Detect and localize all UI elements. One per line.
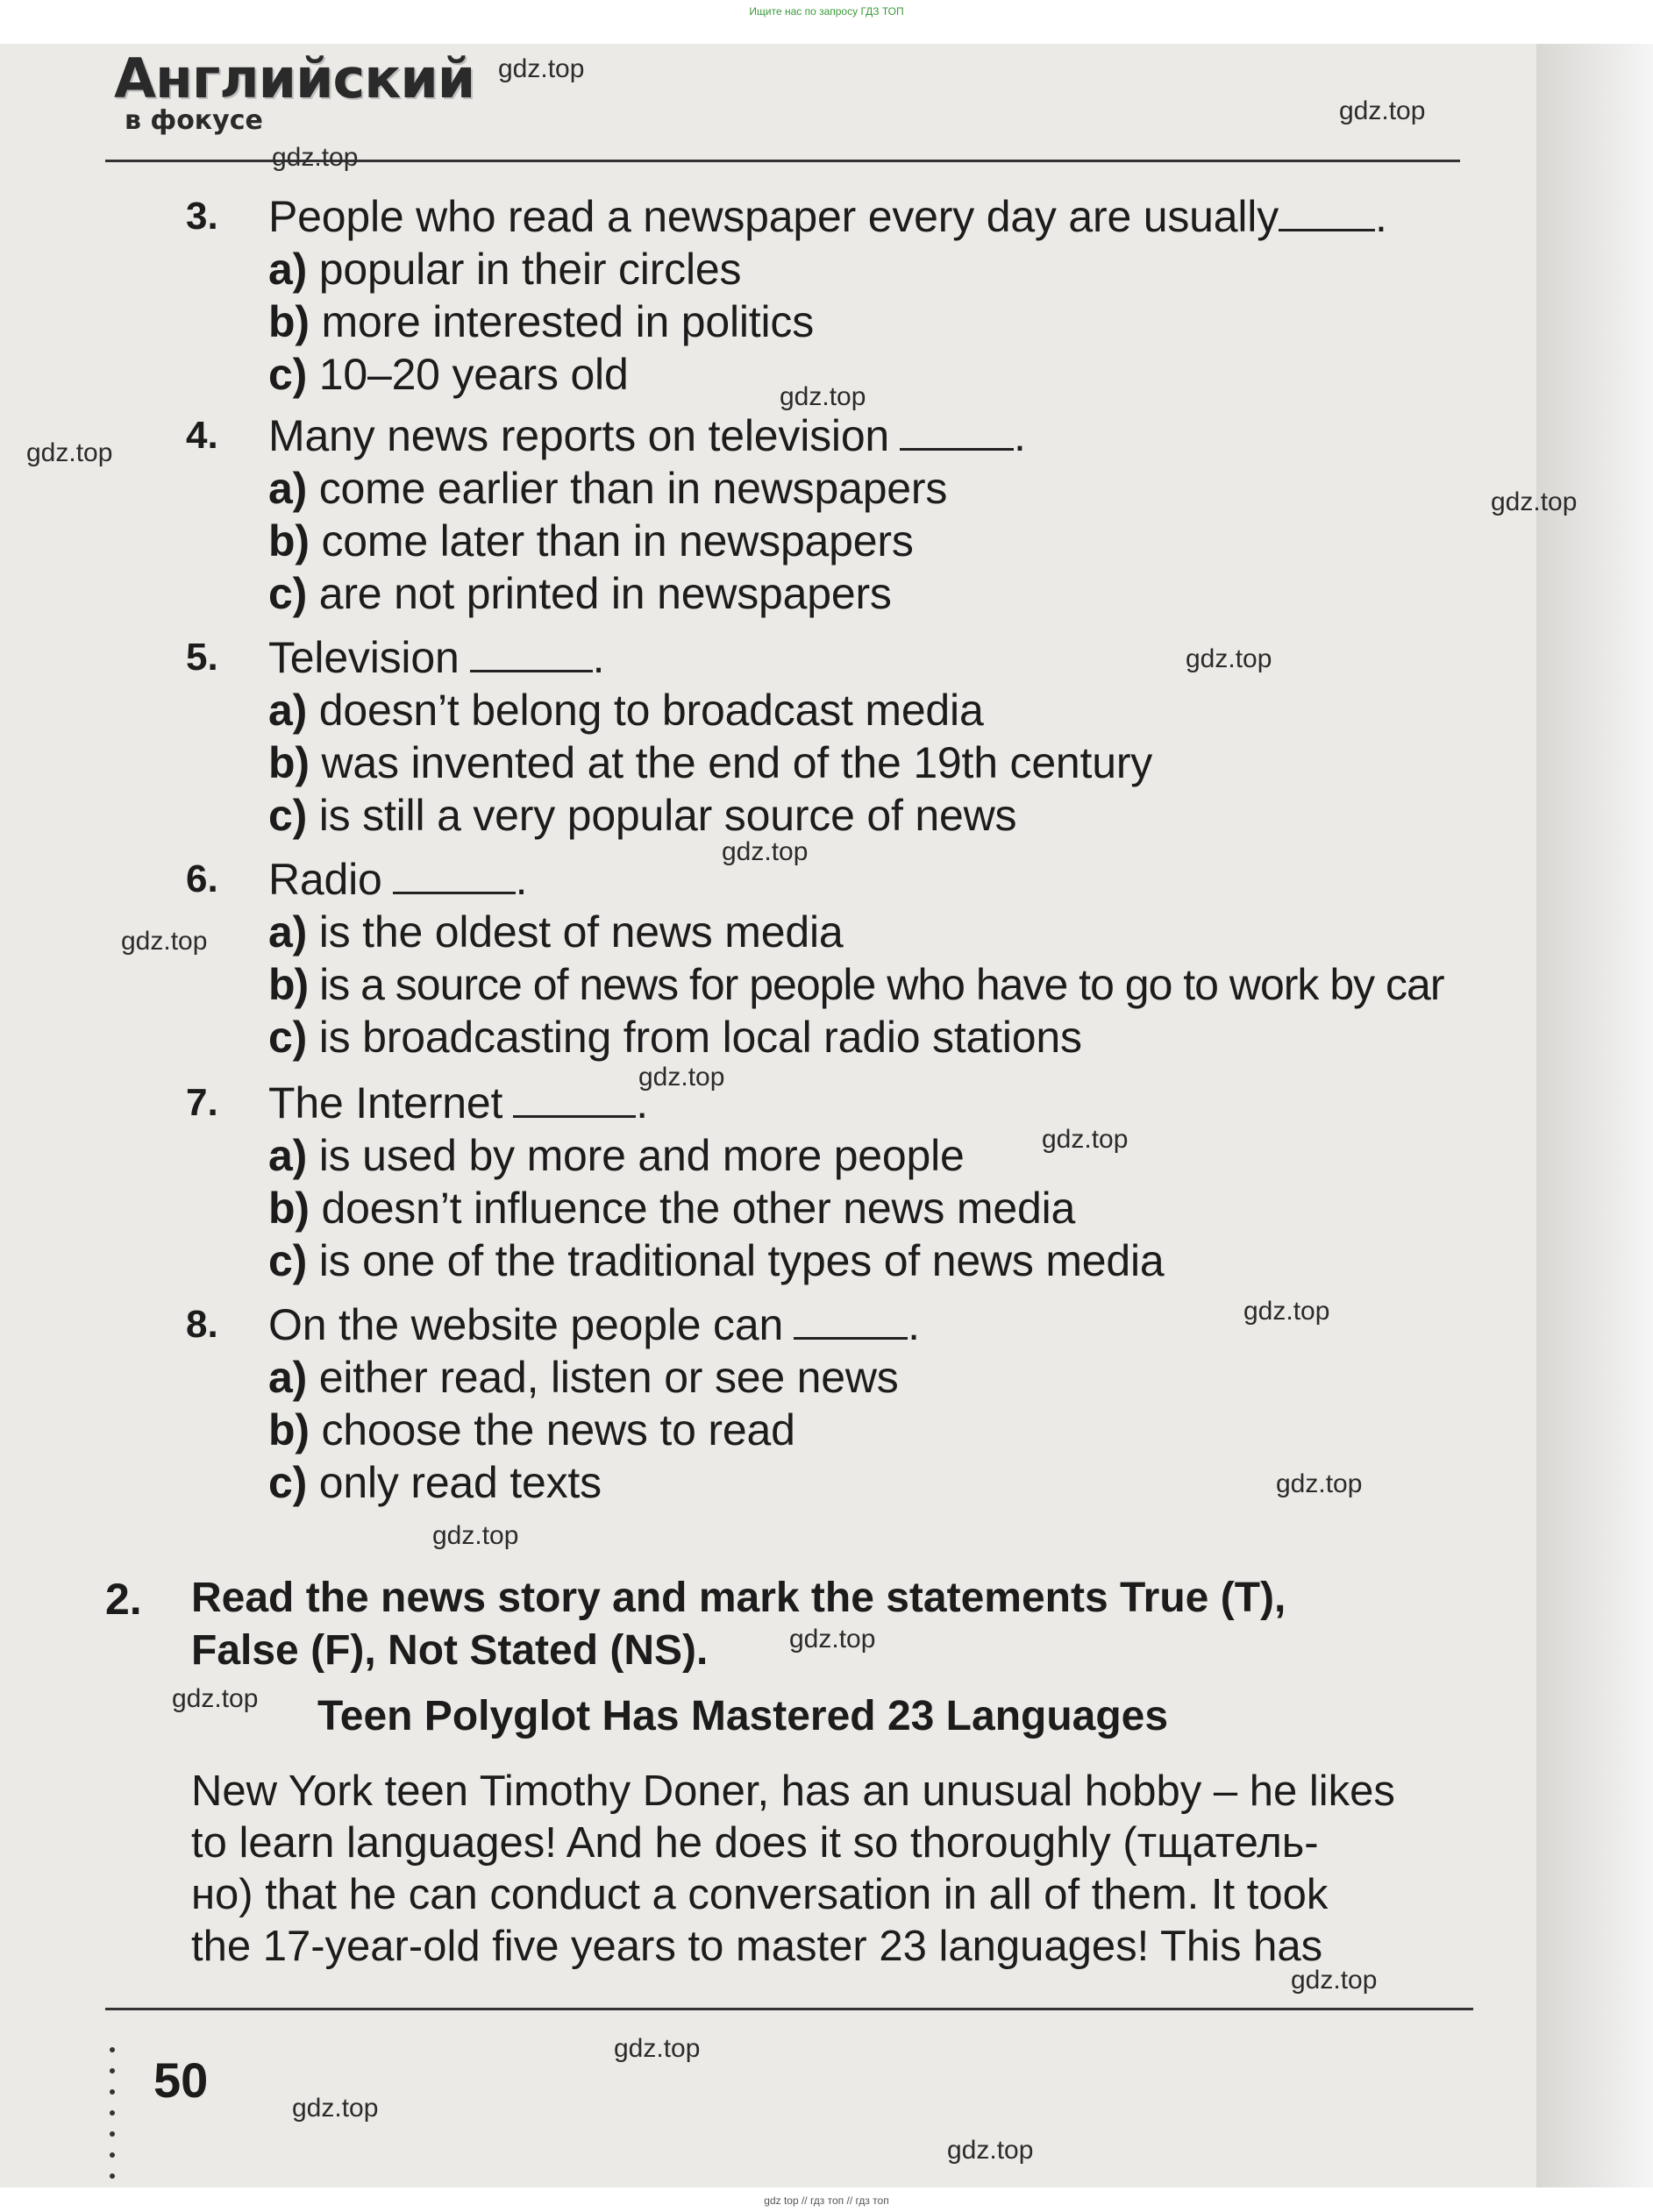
header-caption: Ищите нас по запросу ГДЗ ТОП — [749, 5, 904, 18]
watermark: gdz.top — [789, 1625, 876, 1654]
question-number: 4. — [186, 414, 218, 457]
task-number: 2. — [105, 1575, 142, 1624]
question-stem: The Internet . — [268, 1078, 648, 1127]
option-c: c) is one of the traditional types of news media — [268, 1236, 1165, 1285]
question-stem: On the website people can . — [268, 1300, 920, 1349]
question-number: 8. — [186, 1303, 218, 1346]
option-c: c) only read texts — [268, 1458, 602, 1507]
story-line: the 17-year-old five years to master 23 languages! This has — [191, 1923, 1323, 1970]
question-stem: Television . — [268, 633, 605, 682]
watermark: gdz.top — [432, 1521, 519, 1550]
option-b: b) choose the news to read — [268, 1405, 795, 1455]
watermark: gdz.top — [1339, 96, 1426, 125]
question-stem: Many news reports on television . — [268, 411, 1026, 460]
book-logo — [114, 46, 475, 136]
task-instruction-line2: False (F), Not Stated (NS). — [191, 1627, 709, 1674]
option-c: c) is broadcasting from local radio stations — [268, 1013, 1082, 1062]
logo-title: Английский — [114, 46, 475, 110]
question-number: 5. — [186, 636, 218, 679]
question-number: 6. — [186, 857, 218, 900]
watermark: gdz.top — [1042, 1125, 1129, 1154]
question-stem: People who read a newspaper every day are usually . — [268, 192, 1387, 241]
option-a: a) come earlier than in newspapers — [268, 464, 948, 513]
watermark: gdz.top — [947, 2136, 1034, 2165]
watermark: gdz.top — [1243, 1297, 1330, 1326]
story-line: to learn languages! And he does it so thoroughly (тщатель- — [191, 1819, 1319, 1867]
story-line: но) that he can conduct a conversation in all of them. It took — [191, 1871, 1329, 1918]
question-number: 7. — [186, 1081, 218, 1124]
option-c: c) 10–20 years old — [268, 350, 629, 399]
page-edge — [1536, 44, 1653, 2187]
watermark: gdz.top — [638, 1063, 725, 1092]
watermark: gdz.top — [272, 143, 359, 172]
question-stem: Radio . — [268, 855, 528, 904]
option-a: a) popular in their circles — [268, 245, 742, 294]
page-number: 50 — [153, 2052, 209, 2108]
option-b: b) more interested in politics — [268, 297, 815, 346]
watermark: gdz.top — [26, 438, 113, 467]
option-a: a) doesn’t belong to broadcast media — [268, 686, 984, 735]
option-b: b) come later than in newspapers — [268, 516, 914, 565]
watermark: gdz.top — [1276, 1469, 1363, 1498]
story-title: Teen Polyglot Has Mastered 23 Languages — [317, 1693, 1169, 1739]
footer-caption: gdz top // гдз топ // гдз топ — [764, 2194, 889, 2207]
story-line: New York teen Timothy Doner, has an unusual hobby – he likes — [191, 1767, 1395, 1815]
watermark: gdz.top — [614, 2034, 701, 2063]
watermark: gdz.top — [172, 1684, 259, 1713]
option-b: b) was invented at the end of the 19th century — [268, 738, 1153, 787]
option-a: a) is the oldest of news media — [268, 907, 844, 957]
option-c: c) are not printed in newspapers — [268, 569, 892, 618]
option-b: b) is a source of news for people who have to go to work by car — [268, 960, 1444, 1009]
watermark: gdz.top — [780, 382, 866, 411]
watermark: gdz.top — [1186, 644, 1272, 673]
option-c: c) is still a very popular source of news — [268, 791, 1017, 840]
watermark: gdz.top — [292, 2094, 379, 2123]
watermark: gdz.top — [498, 54, 585, 83]
option-b: b) doesn’t influence the other news media — [268, 1184, 1076, 1233]
watermark: gdz.top — [722, 837, 809, 866]
watermark: gdz.top — [1491, 487, 1578, 516]
question-number: 3. — [186, 195, 218, 238]
logo-subtitle: в фокусе — [125, 105, 263, 136]
bottom-rule — [105, 2008, 1473, 2010]
margin-dots — [110, 2047, 115, 2194]
option-a: a) is used by more and more people — [268, 1131, 965, 1180]
watermark: gdz.top — [121, 927, 208, 956]
task-instruction-line1: Read the news story and mark the statements True (T), — [191, 1575, 1286, 1621]
option-a: a) either read, listen or see news — [268, 1353, 899, 1402]
watermark: gdz.top — [1291, 1966, 1378, 1995]
